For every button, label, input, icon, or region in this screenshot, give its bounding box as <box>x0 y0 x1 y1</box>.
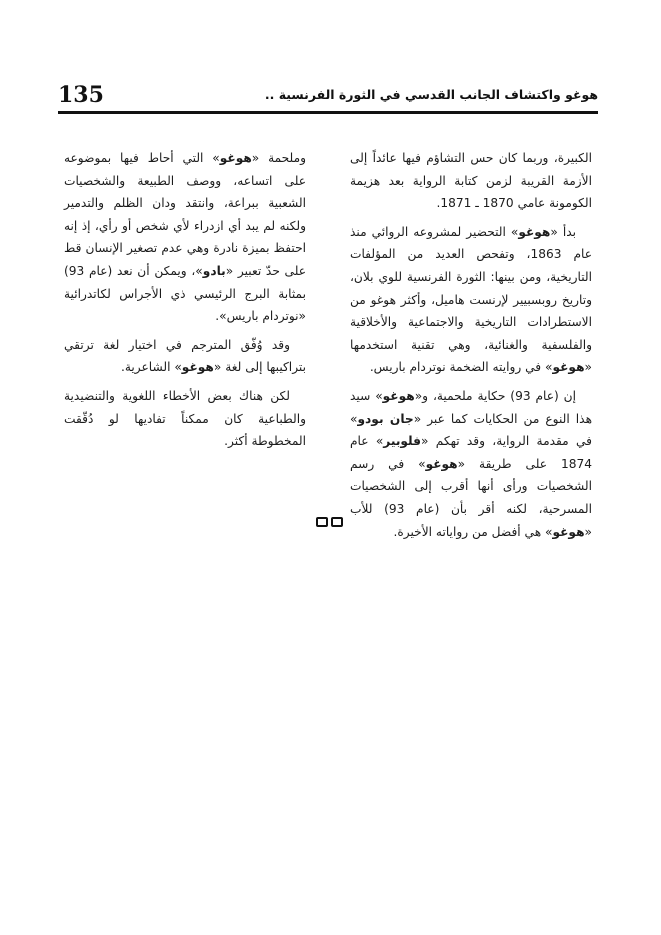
right-column <box>350 147 592 549</box>
text-run: إن (عام 93) حكاية ملحمية، و« <box>414 388 577 403</box>
emphasized-name: هوغو <box>425 456 458 471</box>
text-run: وقد وُفّق المترجم في اختيار لغة ترتقي بتراكيبها إلى لغة « <box>64 337 306 375</box>
text-run: » هي أفضل من رواياته الأخيرة. <box>393 524 553 539</box>
emphasized-name: هوغو <box>219 151 252 165</box>
emphasized-name: هوغو <box>518 224 551 239</box>
page-header <box>58 82 598 108</box>
paragraph <box>64 334 306 379</box>
text-run: لكن هناك بعض الأخطاء اللغوية والتنضيدية والطباعية كان ممكناً تفاديها لو دُقّقت المخطوطة أكثر. <box>64 388 306 449</box>
end-square-icon <box>331 517 343 527</box>
text-run: » عام 1874 على طريقة « <box>350 434 592 471</box>
text-run: » سيد هذا النوع من الحكايات كما عبر « <box>350 388 592 426</box>
paragraph <box>350 385 592 543</box>
header-rule <box>58 111 598 114</box>
paragraph <box>350 147 592 215</box>
running-title: هوغو واكتشاف الجانب القدسي في الثورة الفرنسية .. <box>264 87 598 102</box>
text-run: » في رسم الشخصيات ورأى أنها أقرب إلى الشخصيات المسرحية، لكنه أقر بأن (عام 93) للأب « <box>350 456 592 539</box>
emphasized-name: هوغو <box>552 360 585 375</box>
end-square-icon <box>316 517 328 527</box>
paragraph <box>64 385 306 453</box>
paragraph <box>350 221 592 379</box>
text-run: الكبيرة، وربما كان حس التشاؤم فيها عائداً إلى الأزمة القريبة لزمن كتابة الرواية بعد هزيمة الكومونة عامي 1870 ـ 1871. <box>350 151 592 211</box>
emphasized-name: بادو <box>202 263 226 278</box>
text-run: » في مقدمة الرواية، وقد تهكم « <box>350 411 592 449</box>
text-run: »، ويمكن أن نعد (عام 93) بمثابة البرج الرئيسي ذي الأجراس لكاتدرائية «نوتردام باريس». <box>64 263 306 324</box>
paragraph <box>64 147 306 328</box>
text-run: بدأ « <box>550 224 576 239</box>
text-run: » التي أحاط فيها بموضوعه على اتساعه، ووصف الطبيعة والشخصيات الشعبية ببراعة، وانتقد ودان الظلم والتدمير ولكنه لم يبد أي ازدراء لأي شخص أو رأي، إذ إنه احتفظ بميزة نادرة وهي عدم تصغير الإنسان قط على حدّ تعبير « <box>64 151 307 278</box>
text-run: » التحضير لمشروعه الروائي منذ عام 1863، وتفحص العديد من المؤلفات التاريخية، ومن بينها: الثورة الفرنسية للوي بلان، وتاريخ روبسبيير لإرنست هاميل، وأكثر هوغو من الاستطرادات التاريخية والاجتماعية والأخلاقية والفلسفية والغنائية، وهي تقنية استخدمها « <box>350 224 593 375</box>
text-run: » في روايته الضخمة نوتردام باريس. <box>369 360 553 375</box>
emphasized-name: هوغو <box>552 524 585 539</box>
text-run: وملحمة « <box>251 151 307 165</box>
emphasized-name: فلوبير <box>383 434 422 449</box>
left-column <box>64 147 306 459</box>
emphasized-name: هوغو <box>181 360 214 375</box>
end-of-article-mark <box>316 517 356 531</box>
emphasized-name: جان بودو <box>357 411 414 426</box>
text-run: » الشاعرية. <box>120 360 182 375</box>
emphasized-name: هوغو <box>382 388 415 403</box>
page-number: 135 <box>58 82 104 108</box>
